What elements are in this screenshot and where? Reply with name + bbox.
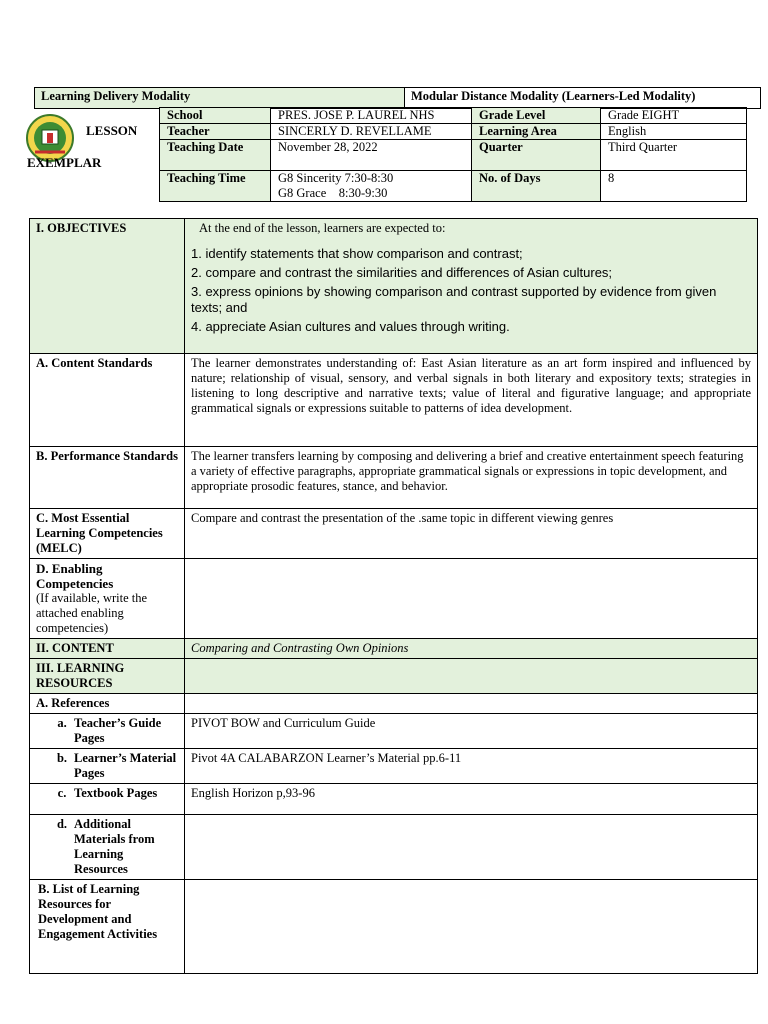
reference-marker: a.	[57, 716, 67, 730]
melc-label: C. Most Essential Learning Competencies (MELC)	[30, 509, 185, 559]
reference-item-label	[30, 815, 185, 880]
objective-item: 2. compare and contrast the similarities and differences of Asian cultures;	[191, 265, 613, 280]
objectives-cell	[185, 219, 758, 354]
teacher-label: Teacher	[160, 124, 271, 140]
content-standards-label: A. Content Standards	[30, 354, 185, 447]
date-label: Teaching Date	[160, 140, 271, 171]
reference-label: Textbook Pages	[74, 786, 158, 800]
header-info-table	[159, 107, 747, 202]
quarter-label: Quarter	[472, 140, 601, 171]
modality-table	[34, 87, 761, 109]
modality-value: Modular Distance Modality (Learners-Led Modality)	[405, 88, 761, 109]
objectives-label: I. OBJECTIVES	[30, 219, 185, 354]
modality-label: Learning Delivery Modality	[35, 88, 405, 109]
area-label: Learning Area	[472, 124, 601, 140]
teacher-value: SINCERLY D. REVELLAME	[271, 124, 472, 140]
lesson-plan-table	[29, 218, 758, 974]
days-value: 8	[601, 171, 747, 202]
reference-marker: c.	[57, 786, 67, 800]
list-resources-label: B. List of Learning Resources for Development and Engagement Activities	[30, 880, 185, 974]
days-label: No. of Days	[472, 171, 601, 202]
resources-label: III. LEARNING RESOURCES	[30, 659, 185, 694]
enabling-text	[185, 559, 758, 639]
time-grace: G8 Grace 8:30-9:30	[278, 186, 388, 200]
enabling-note: (If available, write the attached enabling competencies)	[36, 591, 148, 635]
content-standards-text: The learner demonstrates understanding of: East Asian literature as an art form inspired and influenced by nature; relationship of visual, sensory, and verbal signals in both literary and expository texts; strategies in listening to long descriptive and narrative texts; value of literal and figurative language; and appropriate grammatical signals or expressions suitable to patterns of idea development.	[185, 354, 758, 447]
references-label: A. References	[30, 694, 185, 714]
quarter-value: Third Quarter	[601, 140, 747, 171]
reference-label: Teacher’s Guide Pages	[74, 716, 162, 745]
lesson-title: LESSON	[86, 123, 138, 138]
school-label: School	[160, 108, 271, 124]
content-label: II. CONTENT	[30, 639, 185, 659]
reference-marker: b.	[56, 751, 68, 765]
reference-item-label	[30, 784, 185, 815]
grade-value: Grade EIGHT	[601, 108, 747, 124]
melc-text: Compare and contrast the presentation of the .same topic in different viewing genres	[185, 509, 758, 559]
reference-label: Learner’s Material Pages	[74, 751, 177, 780]
time-label: Teaching Time	[160, 171, 271, 202]
list-resources-value	[185, 880, 758, 974]
objectives-intro: At the end of the lesson, learners are expected to:	[199, 221, 446, 235]
reference-item-value: Pivot 4A CALABARZON Learner’s Material pp.6-11	[185, 749, 758, 784]
references-value	[185, 694, 758, 714]
reference-item-value: English Horizon p,93-96	[185, 784, 758, 815]
performance-standards-label: B. Performance Standards	[30, 447, 185, 509]
grade-label: Grade Level	[472, 108, 601, 124]
reference-item-value: PIVOT BOW and Curriculum Guide	[185, 714, 758, 749]
reference-item-label	[30, 749, 185, 784]
enabling-label: D. Enabling Competencies	[36, 561, 114, 591]
enabling-label-cell	[30, 559, 185, 639]
objective-item: 4. appreciate Asian cultures and values through writing.	[191, 319, 510, 334]
date-value: November 28, 2022	[271, 140, 472, 171]
reference-item-value	[185, 815, 758, 880]
reference-marker: d.	[56, 817, 68, 831]
school-value: PRES. JOSE P. LAUREL NHS	[271, 108, 472, 124]
objective-item: 1. identify statements that show comparison and contrast;	[191, 246, 523, 261]
content-text: Comparing and Contrasting Own Opinions	[185, 639, 758, 659]
time-value	[271, 171, 472, 202]
objective-item: 3. express opinions by showing comparison and contrast supported by evidence from given texts; and	[191, 284, 717, 315]
reference-item-label	[30, 714, 185, 749]
performance-standards-text: The learner transfers learning by composing and delivering a brief and creative entertainment speech featuring a variety of effective paragraphs, appropriate grammatical signals or expressions in topic development, and appropriate prosodic features, stance, and behavior.	[185, 447, 758, 509]
resources-value	[185, 659, 758, 694]
area-value: English	[601, 124, 747, 140]
reference-label: Additional Materials from Learning Resources	[74, 817, 155, 876]
exemplar-title: EXEMPLAR	[27, 155, 102, 170]
time-sincerity: G8 Sincerity 7:30-8:30	[278, 171, 394, 185]
